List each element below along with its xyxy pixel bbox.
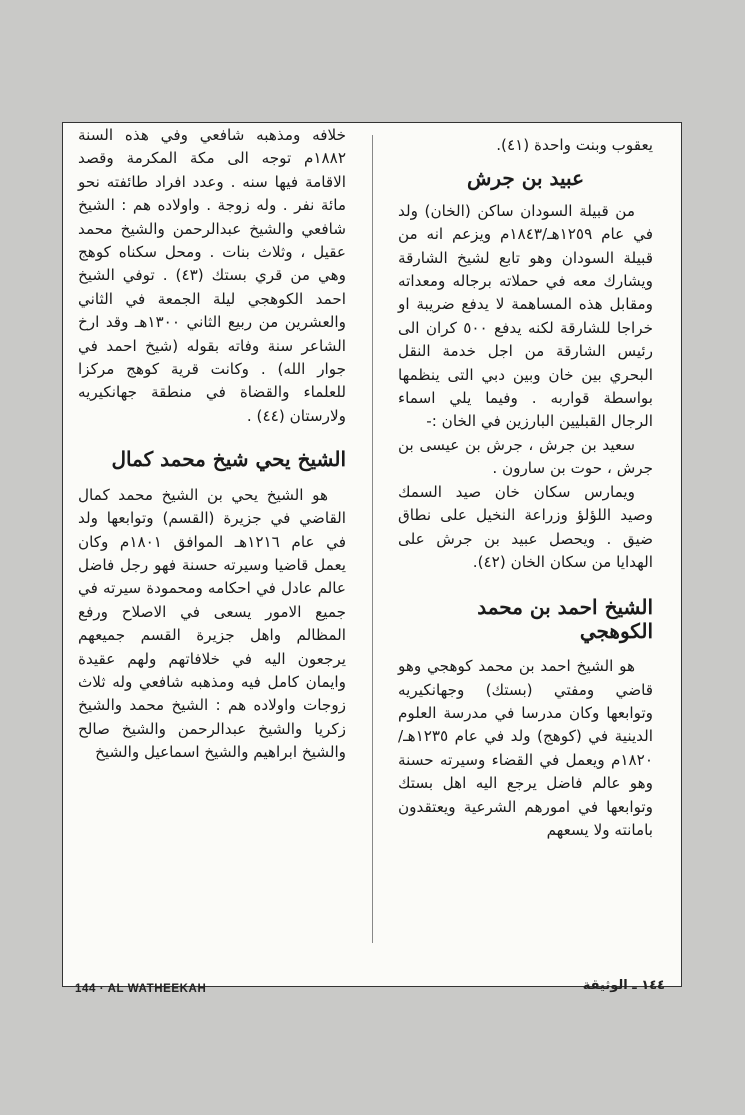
left-column [78, 124, 346, 765]
page-footer-latin: 144 · AL WATHEEKAH [75, 983, 207, 995]
paragraph: من قبيلة السودان ساكن (الخان) ولد في عام ١٢٥٩هـ/١٨٤٣م ويزعم انه من قبيلة السودان وهو تابع لشيخ الشارقة ويشارك معه في حملاته برجاله ومعداته ومقابل هذه المساهمة لا يدفع ضريبة او خراجا للشارقة لكنه يدفع ٥٠٠ كران الى رئيس الشارقة من اجل خدمة النقل البحري بين خان وبين دبي التى ينظمها بواسطة قواربه . وفيما يلي اسماء الرجال القبليين البارزين في الخان :- [398, 201, 653, 431]
paragraph: خلافه ومذهبه شافعي وفي هذه السنة ١٨٨٢م توجه الى مكة المكرمة وقصد الاقامة فيها سنه . وعدد افراد طائفته نحو مائة نفر . وله زوجة . واولاده هم : الشيخ شافعي والشيخ عبدالرحمن والشيخ محمد عقيل ، وثلاث بنات . ومحل سكناه كوهج وهي من قري بستك (٤٣) . توفي الشيخ احمد الكوهجي ليلة الجمعة في الثاني والعشرين من ربيع الثاني ١٣٠٠هـ وقد ارخ الشاعر سنة وفاته بقوله (شيخ احمد في جوار الله) . وكانت قرية كوهج مركزا للعلماء والقضاة في منطقة جهانكيريه ولارستان (٤٤) . [78, 126, 346, 425]
paragraph: ويمارس سكان خان صيد السمك وصيد اللؤلؤ وزراعة النخيل على نطاق ضيق . ويحصل عبيد بن جرش على الهدايا من سكان الخان (٤٢). [398, 482, 653, 571]
page-footer-arabic: ١٤٤ ـ الوثيقة [582, 978, 665, 993]
right-column [398, 134, 653, 842]
paragraph: هو الشيخ احمد بن محمد كوهجي وهو قاضي ومفتي (بستك) وجهانكيريه وتوابعها وكان مدرسا في مدرسة العلوم الدينية في (كوهج) ولد في عام ١٢٣٥هـ/١٨٢٠م ويعمل في القضاء وسيرته حسنة وهو عالم فاضل يرجع اليه اهل بستك وتوابعها في امورهم الشرعية ويعتقدون بامانته ولا يسعهم [398, 657, 653, 839]
paragraph: هو الشيخ يحي بن الشيخ محمد كمال القاضي في جزيرة (القسم) وتوابعها ولد في عام ١٢١٦هـ الموافق ١٨٠١م وكان يعمل قاضيا وسيرته حسنة فهو رجل فاضل عالم عادل في احكامه ومحمودة سيرته في جميع الامور يسعى في الاصلاح ورفع المظالم واهل جزيرة القسم جميعهم يرجعون اليه في خلافاتهم ولهم عقيدة وايمان كامل فيه ومذهبه شافعي وله ثلاث زوجات واولاده هم : الشيخ محمد والشيخ زكريا والشيخ عبدالرحمن والشيخ صالح والشيخ ابراهيم والشيخ اسماعيل والشيخ [78, 485, 347, 762]
column-divider [372, 135, 373, 943]
section-heading-ahmad: الشيخ احمد بن محمد الكوهجي [477, 595, 653, 643]
continued-line: يعقوب وبنت واحدة (٤١). [496, 136, 653, 154]
paragraph: سعيد بن جرش ، جرش بن عيسى بن جرش ، حوت بن سارون . [398, 435, 653, 478]
section-heading-yahya: الشيخ يحي شيخ محمد كمال [111, 447, 346, 472]
section-heading-obaid: عبيد بن جرش [466, 166, 585, 191]
